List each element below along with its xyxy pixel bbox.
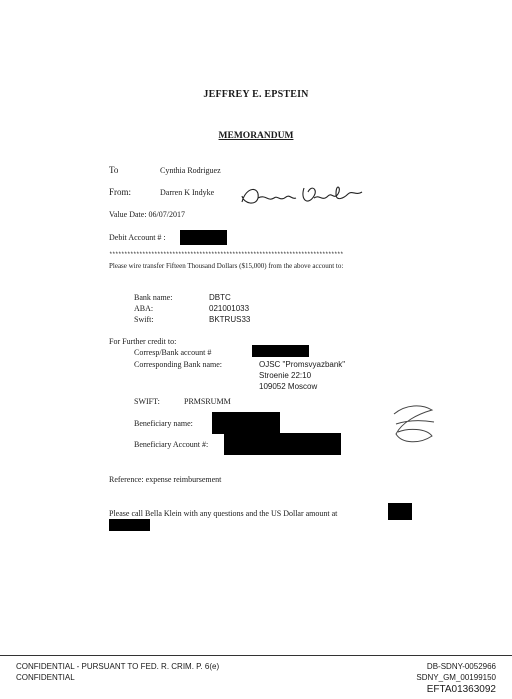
beneficiary-name-label: Beneficiary name: [134, 419, 193, 428]
redaction-block-amount [388, 503, 412, 520]
corresp-bank-account-label: Corresp/Bank account # [134, 348, 212, 357]
footer-confidential-line-2: CONFIDENTIAL [16, 673, 75, 682]
from-value: Darren K Indyke [160, 188, 215, 197]
redaction-block-corresp-account [252, 345, 309, 357]
redaction-block-phone [109, 519, 150, 531]
redaction-block-beneficiary-name [212, 412, 280, 434]
corresponding-bank-name-label: Corresponding Bank name: [134, 360, 222, 369]
redaction-block-debit-account [180, 230, 227, 245]
from-label: From: [109, 187, 132, 197]
wire-instruction: Please wire transfer Fifteen Thousand Dollars ($15,000) from the above account to: [109, 262, 344, 270]
aba-value: 021001033 [209, 304, 250, 313]
footer-divider [0, 655, 512, 656]
closing-line: Please call Bella Klein with any questions and the US Dollar amount at [109, 509, 338, 518]
further-credit-label: For Further credit to: [109, 337, 177, 346]
swift-further-value: PRMSRUMM [184, 397, 231, 406]
aba-label: ABA: [134, 304, 154, 313]
separator-stars: ****************************************************************************** [109, 251, 344, 258]
corresponding-bank-line-3: 109052 Moscow [259, 382, 318, 391]
value-date: Value Date: 06/07/2017 [109, 210, 185, 219]
redaction-block-beneficiary-account [224, 433, 341, 455]
footer-efta-number: EFTA01363092 [426, 684, 496, 695]
to-value: Cynthia Rodriguez [160, 166, 221, 175]
footer-bates-2: SDNY_GM_00199150 [416, 673, 496, 682]
footer-confidential-line-1: CONFIDENTIAL - PURSUANT TO FED. R. CRIM. P. 6(e) [16, 662, 220, 671]
reference-line: Reference: expense reimbursement [109, 475, 222, 484]
memorandum-title: MEMORANDUM [218, 131, 294, 141]
corresponding-bank-line-2: Stroenie 22:10 [259, 371, 312, 380]
beneficiary-account-label: Beneficiary Account #: [134, 440, 209, 449]
corresponding-bank-line-1: OJSC "Promsvyazbank" [259, 360, 346, 369]
bank-name-value: DBTC [209, 293, 231, 302]
footer-bates-1: DB-SDNY-0052966 [426, 662, 496, 671]
swift-further-label: SWIFT: [134, 397, 160, 406]
swift-value: BKTRUS33 [209, 315, 251, 324]
handwritten-initials-icon [388, 400, 438, 450]
document-header-name: JEFFREY E. EPSTEIN [203, 89, 309, 100]
handwritten-signature-icon [238, 180, 368, 214]
swift-label: Swift: [134, 315, 154, 324]
to-label: To [109, 165, 119, 175]
debit-account-label: Debit Account # : [109, 233, 166, 242]
bank-name-label: Bank name: [134, 293, 173, 302]
